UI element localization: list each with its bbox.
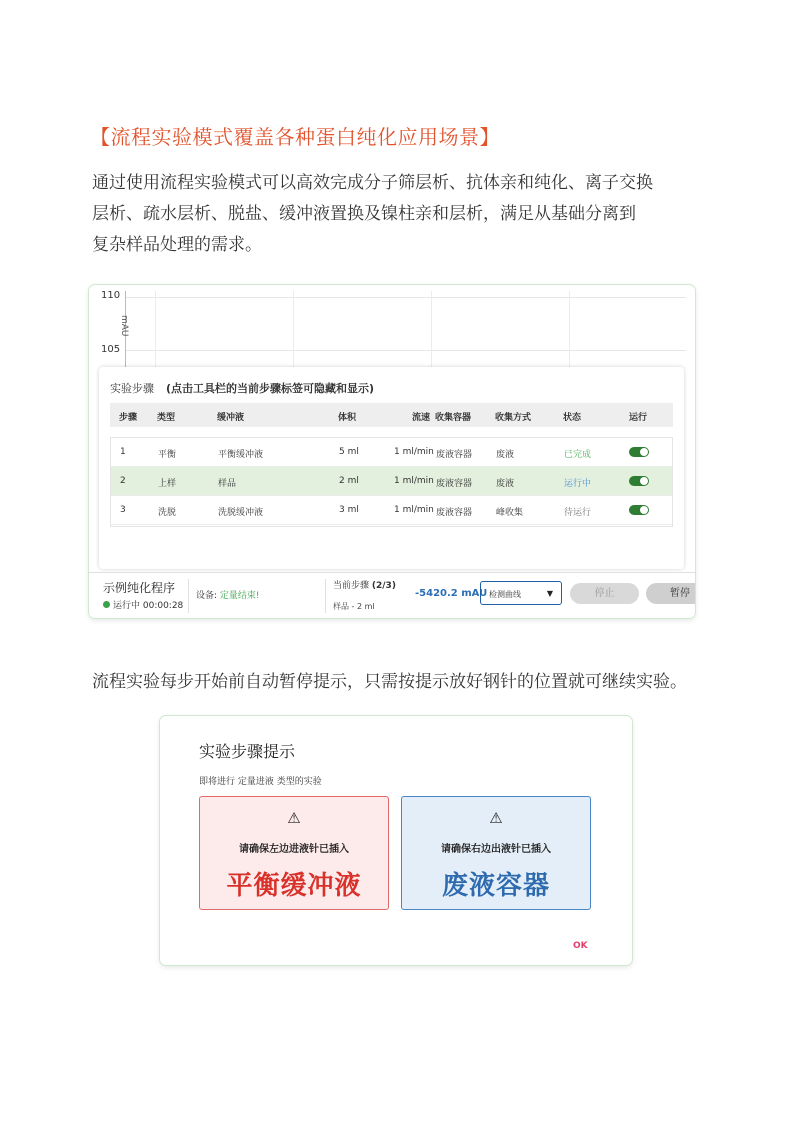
step-status: 已完成 xyxy=(564,450,592,460)
process-experiment-screenshot xyxy=(89,285,695,618)
column-header: 运行 xyxy=(629,413,648,423)
run-toggle[interactable] xyxy=(629,447,649,457)
curve-select[interactable] xyxy=(480,581,562,605)
divider xyxy=(188,579,189,613)
step-prompt-dialog xyxy=(160,716,632,965)
column-header: 缓冲液 xyxy=(217,413,245,423)
warning-icon: ⚠ xyxy=(489,809,503,827)
step-type: 平衡 xyxy=(158,450,177,460)
panel-title xyxy=(110,380,374,396)
column-header: 状态 xyxy=(563,413,582,423)
ok-button[interactable]: OK xyxy=(573,941,588,951)
current-step[interactable] xyxy=(333,578,396,591)
grid-line xyxy=(431,291,432,367)
table-row[interactable] xyxy=(111,467,672,496)
grid-line xyxy=(155,291,156,367)
column-header: 收集方式 xyxy=(495,413,532,423)
table-row[interactable] xyxy=(111,438,672,467)
step-volume: 5 ml xyxy=(339,447,359,457)
run-status-bar xyxy=(89,572,695,618)
step-buffer: 洗脱缓冲液 xyxy=(218,508,264,518)
step-buffer: 平衡缓冲液 xyxy=(218,450,264,460)
step-buffer: 样品 xyxy=(218,479,237,489)
step-container: 废液容器 xyxy=(436,508,473,518)
y-tick-label: 110 xyxy=(101,290,121,301)
step-flow: 1 ml/min xyxy=(394,476,434,486)
column-header: 类型 xyxy=(157,413,176,423)
chromatogram-chart xyxy=(89,285,695,367)
step-number: 1 xyxy=(120,447,126,457)
device-status xyxy=(196,588,260,601)
grid-line xyxy=(126,297,686,298)
step-container: 废液容器 xyxy=(436,450,473,460)
step-number: 3 xyxy=(120,505,126,515)
step-method: 废液 xyxy=(496,479,515,489)
run-toggle[interactable] xyxy=(629,476,649,486)
dialog-subtitle: 即将进行 定量进液 类型的实验 xyxy=(199,777,322,787)
dialog-title: 实验步骤提示 xyxy=(199,742,296,761)
run-state xyxy=(103,598,183,611)
step-volume: 2 ml xyxy=(339,476,359,486)
intro-line: 层析、疏水层析、脱盐、缓冲液置换及镍柱亲和层析，满足从基础分离到 xyxy=(92,204,636,224)
curve-select-value: 检测曲线 xyxy=(489,590,521,599)
run-state-text: 运行中 00:00:28 xyxy=(113,601,184,611)
step-flow: 1 ml/min xyxy=(394,505,434,515)
program-name: 示例纯化程序 xyxy=(103,581,176,595)
current-step-value: (2/3) xyxy=(371,581,396,591)
device-value: 定量结束! xyxy=(219,591,260,601)
divider xyxy=(325,579,326,613)
step-type: 洗脱 xyxy=(158,508,177,518)
step-type: 上样 xyxy=(158,479,177,489)
experiment-steps-panel xyxy=(99,367,684,569)
warning-icon: ⚠ xyxy=(287,809,301,827)
grid-line xyxy=(126,350,686,351)
run-toggle[interactable] xyxy=(629,505,649,515)
step-method: 废液 xyxy=(496,450,515,460)
step-volume: 3 ml xyxy=(339,505,359,515)
steps-table xyxy=(110,437,673,527)
column-header: 体积 xyxy=(338,413,357,423)
step-method: 峰收集 xyxy=(496,508,524,518)
running-dot-icon xyxy=(103,601,110,608)
inlet-hint: 请确保左边进液针已插入 xyxy=(239,844,349,855)
pause-description: 流程实验每步开始前自动暂停提示，只需按提示放好钢针的位置就可继续实验。 xyxy=(92,672,687,692)
outlet-hint: 请确保右边出液针已插入 xyxy=(441,844,551,855)
y-tick-label: 105 xyxy=(101,344,121,355)
column-header: 收集容器 xyxy=(435,413,472,423)
pause-button[interactable]: 暂停 xyxy=(646,583,695,604)
outlet-container-name: 废液容器 xyxy=(441,871,550,901)
table-header xyxy=(110,403,673,427)
panel-hint: (点击工具栏的当前步骤标签可隐藏和显示) xyxy=(166,382,375,395)
inlet-buffer-name: 平衡缓冲液 xyxy=(226,871,362,901)
column-header: 流速 xyxy=(412,413,431,423)
step-status: 待运行 xyxy=(564,508,592,518)
current-sample: 样品 - 2 ml xyxy=(333,602,375,611)
grid-line xyxy=(293,291,294,367)
grid-line xyxy=(569,291,570,367)
caret-down-icon: ▼ xyxy=(546,589,553,598)
step-container: 废液容器 xyxy=(436,479,473,489)
table-row[interactable] xyxy=(111,496,672,525)
stop-button[interactable]: 停止 xyxy=(570,583,639,604)
intro-line: 通过使用流程实验模式可以高效完成分子筛层析、抗体亲和纯化、离子交换 xyxy=(92,173,653,193)
panel-title-text: 实验步骤 xyxy=(110,382,154,395)
intro-paragraph xyxy=(92,168,702,261)
current-step-label: 当前步骤 xyxy=(333,581,370,591)
intro-line: 复杂样品处理的需求。 xyxy=(92,235,262,255)
step-flow: 1 ml/min xyxy=(394,447,434,457)
section-heading: 【流程实验模式覆盖各种蛋白纯化应用场景】 xyxy=(90,125,500,149)
device-label: 设备: xyxy=(196,591,218,601)
inlet-needle-card xyxy=(199,796,389,910)
y-axis-unit: mAU xyxy=(119,315,129,337)
outlet-needle-card xyxy=(401,796,591,910)
step-number: 2 xyxy=(120,476,126,486)
step-status: 运行中 xyxy=(564,479,592,489)
column-header: 步骤 xyxy=(119,413,138,423)
absorbance-reading: -5420.2 mAU xyxy=(415,588,488,599)
